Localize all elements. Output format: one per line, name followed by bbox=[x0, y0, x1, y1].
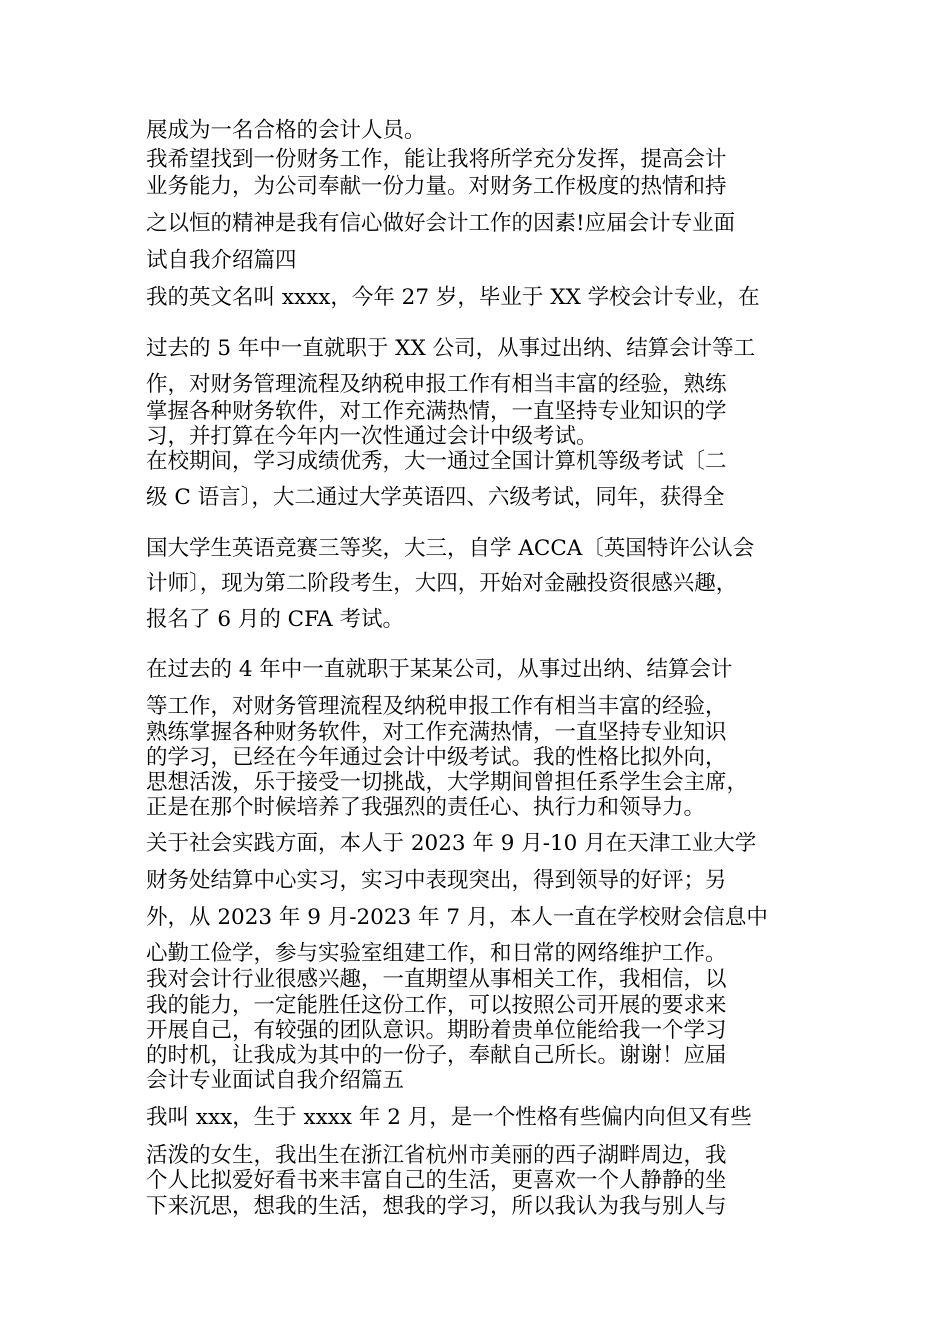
text-line: 思想活泼，乐于接受一切挑战，大学期间曾担任系学生会主席， bbox=[146, 770, 749, 795]
text-line: 业务能力，为公司奉献一份力量。对财务工作极度的热情和持 bbox=[146, 174, 727, 199]
text-line: 级 C 语言〕，大二通过大学英语四、六级考试，同年，获得全 bbox=[146, 485, 725, 510]
text-line: 展成为一名合格的会计人员。 bbox=[146, 118, 426, 143]
text-line: 心勤工俭学，参与实验室组建工作，和日常的网络维护工作。 bbox=[146, 941, 727, 966]
text-line: 过去的 5 年中一直就职于 XX 公司，从事过出纳、结算会计等工 bbox=[146, 336, 756, 361]
text-line: 之以恒的精神是我有信心做好会计工作的因素!应届会计专业面 bbox=[146, 211, 736, 236]
text-line: 报名了 6 月的 CFA 考试。 bbox=[146, 607, 405, 632]
text-line: 国大学生英语竞赛三等奖，大三，自学 ACCA〔英国特许公认会 bbox=[146, 536, 755, 561]
text-line: 关于社会实践方面，本人于 2023 年 9 月-10 月在天津工业大学 bbox=[146, 831, 757, 856]
text-line: 外，从 2023 年 9 月-2023 年 7 月，本人一直在学校财会信息中 bbox=[146, 905, 768, 930]
text-line: 我的英文名叫 xxxx，今年 27 岁，毕业于 XX 学校会计专业，在 bbox=[146, 285, 760, 310]
text-line: 我希望找到一份财务工作，能让我将所学充分发挥，提高会计 bbox=[146, 147, 727, 172]
text-line: 个人比拟爱好看书来丰富自己的生活，更喜欢一个人静静的坐 bbox=[146, 1168, 727, 1193]
text-line: 掌握各种财务软件，对工作充满热情，一直坚持专业知识的学 bbox=[146, 399, 727, 424]
text-line: 作，对财务管理流程及纳税申报工作有相当丰富的经验，熟练 bbox=[146, 372, 727, 397]
text-line: 的时机，让我成为其中的一份子，奉献自己所长。谢谢！应届 bbox=[146, 1043, 727, 1068]
text-line: 试自我介绍篇四 bbox=[146, 248, 297, 273]
text-line: 我对会计行业很感兴趣，一直期望从事相关工作，我相信，以 bbox=[146, 967, 727, 992]
text-line: 活泼的女生，我出生在浙江省杭州市美丽的西子湖畔周边，我 bbox=[146, 1143, 727, 1168]
text-line: 正是在那个时候培养了我强烈的责任心、执行力和领导力。 bbox=[146, 795, 706, 820]
text-line: 会计专业面试自我介绍篇五 bbox=[146, 1068, 405, 1093]
text-line: 下来沉思，想我的生活，想我的学习，所以我认为我与别人与 bbox=[146, 1194, 727, 1219]
text-line: 我的能力，一定能胜任这份工作，可以按照公司开展的要求来 bbox=[146, 993, 727, 1018]
text-line: 开展自己，有较强的团队意识。期盼着贵单位能给我一个学习 bbox=[146, 1018, 727, 1043]
text-line: 我叫 xxx，生于 xxxx 年 2 月，是一个性格有些偏内向但又有些 bbox=[146, 1105, 752, 1130]
text-line: 财务处结算中心实习，实习中表现突出，得到领导的好评；另 bbox=[146, 868, 727, 893]
text-line: 在过去的 4 年中一直就职于某某公司，从事过出纳、结算会计 bbox=[146, 657, 733, 682]
text-line: 在校期间，学习成绩优秀，大一通过全国计算机等级考试〔二 bbox=[146, 449, 727, 474]
text-line: 的学习，已经在今年通过会计中级考试。我的性格比拟外向， bbox=[146, 745, 727, 770]
text-line: 习，并打算在今年内一次性通过会计中级考试。 bbox=[146, 424, 598, 449]
text-line: 等工作，对财务管理流程及纳税申报工作有相当丰富的经验， bbox=[146, 694, 727, 719]
text-line: 熟练掌握各种财务软件，对工作充满热情，一直坚持专业知识 bbox=[146, 720, 727, 745]
text-line: 计师〕，现为第二阶段考生，大四，开始对金融投资很感兴趣， bbox=[146, 571, 738, 596]
